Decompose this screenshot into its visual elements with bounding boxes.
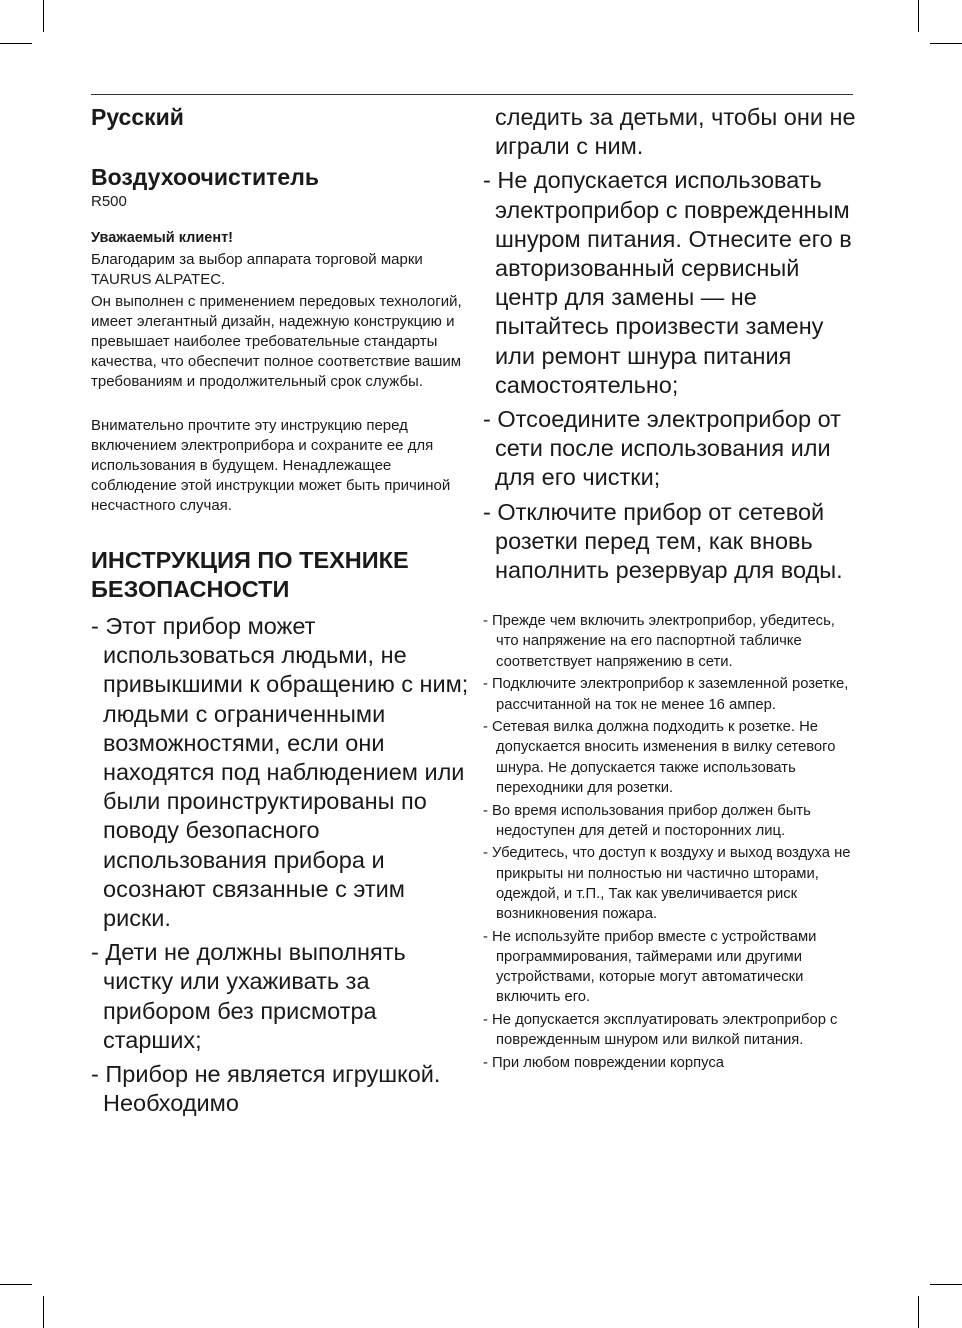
left-column xyxy=(91,102,469,1123)
list-item: - Дети не должны выполнять чистку или ухаживать за прибором без присмотра старших; xyxy=(91,939,406,1053)
list-item: - Отсоедините электроприбор от сети после использования или для его чистки; xyxy=(483,406,841,491)
crop-mark-bottom-right-vertical xyxy=(918,1296,919,1328)
safety-small-list xyxy=(483,611,861,1073)
safety-section-title: ИНСТРУКЦИЯ ПО ТЕХНИКЕ БЕЗОПАСНОСТИ xyxy=(91,547,409,602)
crop-mark-top-right-vertical xyxy=(918,0,919,32)
right-column xyxy=(483,103,861,1076)
crop-mark-top-left-horizontal xyxy=(0,43,32,44)
product-title: Воздухоочиститель xyxy=(91,164,319,190)
list-item: - При любом повреждении корпуса xyxy=(483,1055,724,1072)
safety-large-list xyxy=(91,612,469,1118)
list-item: - Подключите электроприбор к заземленной розетке, рассчитанной на ток не менее 16 ампер. xyxy=(483,676,849,713)
list-item: - Сетевая вилка должна подходить к розетке. Не допускается вносить изменения в вилку сетевого шнура. Не допускается также использовать переходники для розетки. xyxy=(483,719,836,796)
list-item: - Прибор не является игрушкой. Необходимо xyxy=(91,1061,441,1117)
language-heading: Русский xyxy=(91,104,184,130)
list-item: - Убедитесь, что доступ к воздуху и выход воздуха не прикрыты ни полностью ни частично шторами, одеждой, и т.П., Так как увеличивается риск возникновения пожара. xyxy=(483,845,851,923)
crop-mark-bottom-left-horizontal xyxy=(0,1284,32,1285)
list-item: - Этот прибор может использоваться людьми, не привыкшими к обращению с ним; людьми с ограниченными возможностями, если они находятся под наблюдением или были проинструктированы по поводу безопасного использования прибора и осознают связанные с этим риски. xyxy=(91,613,469,932)
intro-paragraph: Он выполнен с применением передовых технологий, имеет элегантный дизайн, надежную конструкцию и превышает наиболее требовательные стандарты качества, что обеспечит полное соответствие вашим требованиям и продолжительный срок службы. xyxy=(91,293,462,390)
crop-mark-bottom-left-vertical xyxy=(43,1296,44,1328)
intro-paragraph: Внимательно прочтите эту инструкцию перед включением электроприбора и сохраните ее для использования в будущем. Ненадлежащее соблюдение этой инструкции может быть причиной несчастного случая. xyxy=(91,417,451,514)
list-item-continuation: следить за детьми, чтобы они не играли с ним. xyxy=(495,104,856,160)
top-rule xyxy=(91,94,853,95)
intro-paragraph: Благодарим за выбор аппарата торговой марки TAURUS ALPATEC. xyxy=(91,251,423,288)
safety-large-list xyxy=(483,166,861,585)
list-item: - Во время использования прибор должен быть недоступен для детей и посторонних лиц. xyxy=(483,802,811,839)
list-item: - Прежде чем включить электроприбор, убедитесь, что напряжение на его паспортной табличке соответствует напряжению в сети. xyxy=(483,613,835,670)
crop-mark-top-right-horizontal xyxy=(930,43,962,44)
greeting: Уважаемый клиент! xyxy=(91,230,234,246)
list-item: - Не допускается эксплуатировать электроприбор с поврежденным шнуром или вилкой питания. xyxy=(483,1012,838,1049)
crop-mark-bottom-right-horizontal xyxy=(930,1284,962,1285)
crop-mark-top-left-vertical xyxy=(43,0,44,32)
list-item: - Не допускается использовать электроприбор с поврежденным шнуром питания. Отнесите его в авторизованный сервисный центр для замены — не пытайтесь произвести замену или ремонт шнура питания самостоятельно; xyxy=(483,167,852,398)
list-item: - Не используйте прибор вместе с устройствами программирования, таймерами или другими устройствами, которые могут автоматически включить его. xyxy=(483,928,817,1006)
list-item: - Отключите прибор от сетевой розетки перед тем, как вновь наполнить резервуар для воды. xyxy=(483,498,843,584)
model-number: R500 xyxy=(91,193,127,210)
safety-large-list-continued xyxy=(483,103,861,161)
